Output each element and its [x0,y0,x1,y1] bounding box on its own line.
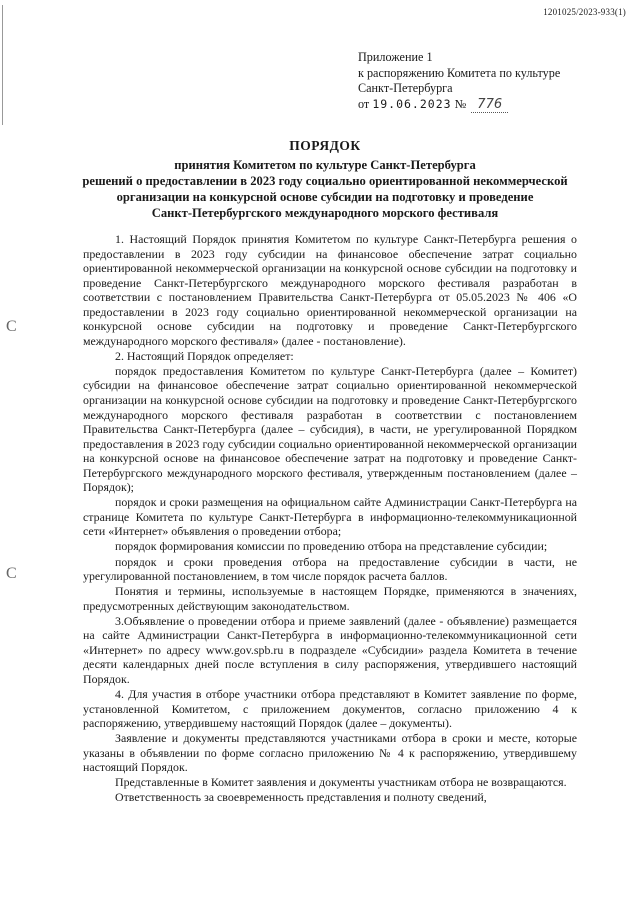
appendix-date-line [358,97,628,114]
paragraph-1: 1. Настоящий Порядок принятия Комитетом по культуре Санкт-Петербурга решения о предоставлении в 2023 году субсидии на финансовое обеспечение затрат социально ориентированной некоммерческой организации на конкурсной основе субсидии на подготовку и проведение Санкт-Петербургского международного морского фестиваля разработан в соответствии с постановлением Правительства Санкт-Петербурга от 05.05.2023 № 406 «О предоставлении в 2023 году социально ориентированной некоммерческой организации на конкурсной основе субсидии на подготовку и проведение Санкт-Петербургского международного морского фестиваля» (далее - постановление). [83,232,577,348]
title-heading: ПОРЯДОК [289,138,361,153]
document-title [60,138,590,221]
appendix-line-2: к распоряжению Комитета по культуре [358,65,561,80]
title-line-2: принятия Комитетом по культуре Санкт-Петербурга [174,158,476,172]
paragraph-4-responsibility: Ответственность за своевременность представления и полноту сведений, [115,790,487,805]
paragraph-3: 3.Объявление о проведении отбора и приеме заявлений (далее - объявление) размещается на сайте Администрации Санкт-Петербурга в информационно-телекоммуникационной сети «Интернет» по адресу www.gov.spb.ru в подразделе «Субсидии» раздела Комитета в течение десяти календарных дней после вступления в силу распоряжения, утвердившего настоящий Порядок. [83,613,577,686]
paragraph-terms: Понятия и термины, используемые в настоящем Порядке, применяются в значениях, предусмотренных действующим законодательством. [83,584,577,613]
paragraph-2-item: порядок формирования комиссии по проведению отбора на представление субсидии; [115,539,548,554]
title-line-5: Санкт-Петербургского международного морского фестиваля [151,206,499,220]
appendix-line-3: Санкт-Петербурга [358,81,453,95]
stamped-date: 19.06.2023 [372,96,452,111]
paragraph-2-item: порядок предоставления Комитетом по культуре Санкт-Петербурга (далее – Комитет) субсидии на финансовое обеспечение затрат социально ориентированной некоммерческой организации на конкурсной основе субсидии на подготовку и проведение Санкт-Петербургского международного морского фестиваля разработан в соответствии с постановлением Правительства Санкт-Петербурга (далее – субсидия), в части, не урегулированной Порядком предоставления в 2023 году субсидии социально ориентированной некоммерческой организации на конкурсной основе на финансовое обеспечение затрат на подготовку и проведение Санкт-Петербургского международного морского фестиваля, утвержденным постановлением (далее – Порядок); [83,363,577,495]
paragraph-2-item: порядок и сроки размещения на официальном сайте Администрации Санкт-Петербурга на странице Комитета по культуре Санкт-Петербурга в информационно-телекоммуникационной сети «Интернет» объявления о проведении отбора; [83,495,577,539]
document-body [83,232,577,805]
title-line-3: решений о предоставлении в 2023 году социально ориентированной некоммерческой [82,174,568,188]
appendix-header [358,50,628,113]
margin-mark: С [6,565,17,582]
margin-mark: С [6,318,17,335]
paragraph-2: 2. Настоящий Порядок определяет: [115,348,294,363]
handwritten-number: 776 [471,97,508,114]
paragraph-4-nonreturn: Представленные в Комитет заявления и документы участникам отбора не возвращаются. [115,775,567,790]
paragraph-4: 4. Для участия в отборе участники отбора представляют в Комитет заявление по форме, установленной Комитетом, с приложением документов, согласно приложению 4 к распоряжению, утвердившему настоящий Порядок (далее – документы). [83,686,577,731]
document-number: 1201025/2023-933(1) [543,7,626,17]
paragraph-2-item: порядок и сроки проведения отбора на предоставление субсидии в части, не урегулированной постановлением, в том числе порядок расчета баллов. [83,554,577,584]
paragraph-4-submission: Заявление и документы представляются участниками отбора в сроки и месте, которые указаны в объявлении по форме согласно приложению № 4 к распоряжению, утвердившему настоящий Порядок. [83,731,577,775]
date-prefix: от [358,96,370,111]
title-line-4: организации на конкурсной основе субсидии на подготовку и проведение [116,190,534,204]
appendix-line-1: Приложение 1 [358,50,433,64]
scan-edge-line [2,5,3,125]
number-label: № [454,96,467,111]
